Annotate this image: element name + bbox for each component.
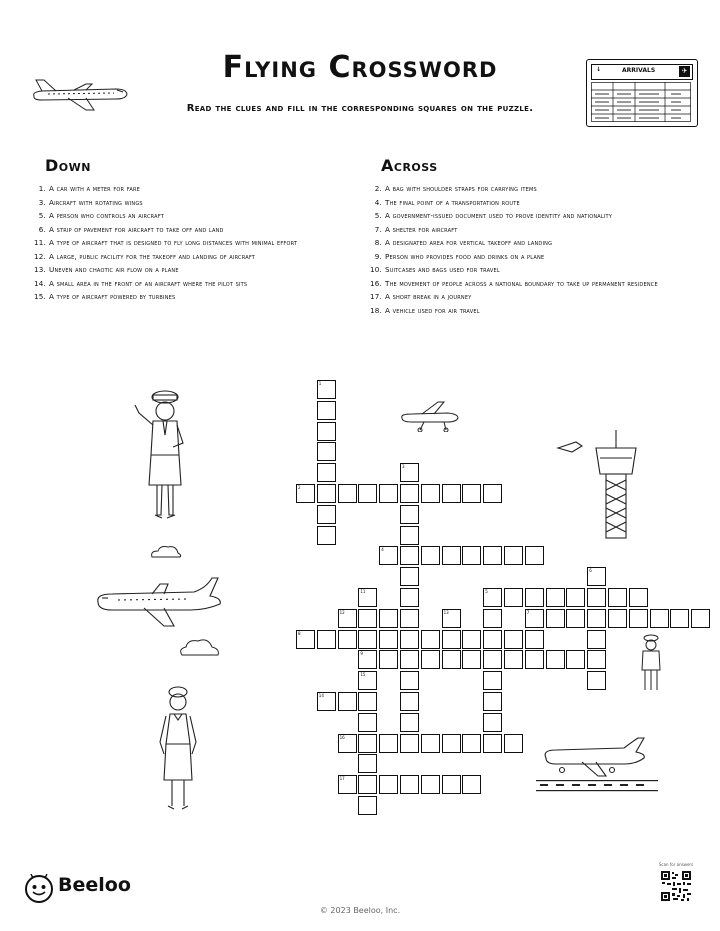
instructions: Read the clues and fill in the corresponding squares on the puzzle. (186, 103, 534, 114)
crossword-cell[interactable] (442, 734, 461, 753)
crossword-cell[interactable] (421, 734, 440, 753)
crossword-cell[interactable] (504, 734, 523, 753)
crossword-cell[interactable] (442, 609, 461, 628)
flight-attendant-illustration (150, 684, 206, 814)
cell-number: 12 (339, 609, 345, 615)
crossword-cell[interactable] (400, 671, 419, 690)
crossword-cell[interactable] (317, 422, 336, 441)
across-clue-list (369, 182, 689, 317)
beeloo-logo-icon (24, 874, 54, 904)
crossword-cell[interactable] (629, 609, 648, 628)
crossword-cell[interactable] (400, 526, 419, 545)
propeller-plane-illustration (398, 400, 464, 432)
crossword-cell[interactable] (442, 630, 461, 649)
crossword-cell[interactable] (483, 692, 502, 711)
crossword-cell[interactable] (358, 630, 377, 649)
crossword-cell[interactable] (525, 630, 544, 649)
across-clue: 16. The movement of people across a national boundary to take up permanent residence (369, 278, 658, 288)
crossword-cell[interactable] (442, 775, 461, 794)
crossword-cell[interactable] (442, 546, 461, 565)
down-clue: 11. A type of aircraft that is designed to fly long distances with minimal effort (33, 238, 298, 247)
crossword-cell[interactable] (400, 546, 419, 565)
arrivals-table-graphic (591, 82, 691, 122)
crossword-cell[interactable] (462, 775, 481, 794)
crossword-cell[interactable] (338, 692, 357, 711)
crossword-cell[interactable] (587, 567, 606, 586)
down-clue: 5. A person who controls an aircraft (38, 211, 164, 220)
crossword-cell[interactable] (317, 442, 336, 461)
cell-number: 13 (443, 609, 449, 615)
control-tower-illustration (552, 428, 644, 540)
plane-runway-illustration (532, 736, 662, 794)
crossword-cell[interactable] (317, 380, 336, 399)
crossword-cell[interactable] (483, 546, 502, 565)
cell-number: 1 (318, 381, 322, 386)
cell-number: 3 (402, 464, 405, 470)
across-heading: Across (381, 156, 438, 175)
crossword-cell[interactable] (358, 775, 377, 794)
crossword-cell[interactable] (379, 734, 398, 753)
qr-caption: Scan for answers (658, 862, 694, 867)
crossword-cell[interactable] (462, 734, 481, 753)
cell-number: 14 (318, 693, 324, 698)
cell-number: 5 (485, 589, 488, 594)
pilot-woman-illustration (125, 385, 205, 525)
crossword-cell[interactable] (400, 505, 419, 524)
cell-number: 2 (298, 485, 301, 490)
arrivals-board-illustration (586, 59, 698, 127)
across-clue: 18. A vehicle used for air travel (369, 305, 480, 315)
down-clue: 1. A car with a meter for fare (38, 184, 140, 193)
crossword-cell[interactable] (358, 692, 377, 711)
crossword-cell[interactable] (358, 796, 377, 815)
crossword-cell[interactable] (317, 692, 336, 711)
crossword-cell[interactable] (400, 650, 419, 669)
crossword-cell[interactable] (317, 526, 336, 545)
brand-name: Beeloo (58, 874, 131, 896)
crossword-cell[interactable] (546, 588, 565, 607)
crossword-cell[interactable] (566, 650, 585, 669)
crossword-cell[interactable] (400, 588, 419, 607)
down-clue: 3. Aircraft with rotating wings (38, 197, 143, 207)
crossword-cell[interactable] (317, 463, 336, 482)
crossword-cell[interactable] (400, 692, 419, 711)
crossword-cell[interactable] (421, 650, 440, 669)
crossword-cell[interactable] (504, 588, 523, 607)
crossword-cell[interactable] (317, 630, 336, 649)
crossword-cell[interactable] (629, 588, 648, 607)
airplane-side-illustration (94, 568, 226, 630)
crossword-cell[interactable] (400, 609, 419, 628)
down-clue: 13. Uneven and chaotic air flow on a plane (33, 265, 179, 274)
crossword-cell[interactable] (338, 609, 357, 628)
crossword-cell[interactable] (525, 546, 544, 565)
airplane-illustration (28, 74, 130, 114)
crossword-cell[interactable] (296, 630, 315, 649)
crossword-cell[interactable] (379, 546, 398, 565)
crossword-cell[interactable] (546, 650, 565, 669)
crossword-cell[interactable] (338, 630, 357, 649)
across-clue: 17. A short break in a journey (369, 292, 472, 301)
down-clue: 15. A type of aircraft powered by turbines (33, 292, 176, 301)
down-clue: 12. A large, public facility for the takeoff and landing of aircraft (33, 251, 256, 261)
cell-number: 15 (360, 672, 366, 678)
plane-landing-icon: ✈ (679, 66, 690, 77)
crossword-cell[interactable] (400, 630, 419, 649)
crossword-cell[interactable] (421, 775, 440, 794)
across-clue: 5. A government-issued document used to prove identity and nationality (374, 211, 613, 220)
crossword-cell[interactable] (483, 671, 502, 690)
crossword-cell[interactable] (566, 588, 585, 607)
crossword-cell[interactable] (462, 546, 481, 565)
cell-number: 9 (360, 651, 363, 657)
crossword-cell[interactable] (483, 484, 502, 503)
crossword-cell[interactable] (421, 630, 440, 649)
crossword-cell[interactable] (338, 734, 357, 753)
crossword-cell[interactable] (421, 484, 440, 503)
crossword-cell[interactable] (462, 650, 481, 669)
crossword-cell[interactable] (379, 650, 398, 669)
crossword-cell[interactable] (504, 546, 523, 565)
crossword-cell[interactable] (587, 630, 606, 649)
crossword-cell[interactable] (379, 609, 398, 628)
cloud-illustration (178, 637, 222, 659)
cell-number: 8 (298, 630, 301, 636)
crossword-cell[interactable] (670, 609, 689, 628)
crossword-cell[interactable] (400, 463, 419, 482)
cell-number: 17 (339, 776, 345, 782)
crossword-cell[interactable] (483, 588, 502, 607)
across-clue: 2. A bag with shoulder straps for carrying items (374, 184, 537, 193)
crossword-cell[interactable] (296, 484, 315, 503)
across-clue: 4. The final point of a transportation route (374, 197, 520, 207)
crossword-cell[interactable] (483, 650, 502, 669)
crossword-cell[interactable] (504, 630, 523, 649)
crossword-cell[interactable] (358, 484, 377, 503)
crossword-cell[interactable] (566, 609, 585, 628)
crossword-cell[interactable] (338, 775, 357, 794)
crossword-cell[interactable] (338, 484, 357, 503)
crossword-cell[interactable] (358, 713, 377, 732)
crossword-cell[interactable] (608, 609, 627, 628)
crossword-cell[interactable] (442, 484, 461, 503)
crossword-cell[interactable] (483, 609, 502, 628)
crossword-cell[interactable] (317, 505, 336, 524)
crossword-cell[interactable] (379, 775, 398, 794)
across-clue: 8. A designated area for vertical takeoff and landing (374, 238, 553, 247)
crossword-cell[interactable] (358, 609, 377, 628)
page-title: Flying Crossword (222, 50, 498, 85)
cloud-illustration (148, 543, 184, 561)
pilot-man-illustration (636, 632, 666, 694)
copyright-text: © 2023 Beeloo, Inc. (319, 906, 401, 915)
down-clue: 6. A strip of pavement for aircraft to take off and land (38, 224, 224, 234)
crossword-cell[interactable] (462, 630, 481, 649)
crossword-cell[interactable] (608, 588, 627, 607)
crossword-cell[interactable] (462, 484, 481, 503)
arrivals-label: ARRIVALS (622, 67, 656, 74)
crossword-cell[interactable] (400, 713, 419, 732)
crossword-cell[interactable] (358, 588, 377, 607)
crossword-cell[interactable] (587, 671, 606, 690)
crossword-cell[interactable] (525, 588, 544, 607)
crossword-cell[interactable] (358, 754, 377, 773)
crossword-cell[interactable] (400, 734, 419, 753)
crossword-cell[interactable] (587, 588, 606, 607)
across-clue: 9. Person who provides food and drinks on a plane (374, 251, 545, 261)
cell-number: 11 (360, 589, 366, 594)
crossword-cell[interactable] (525, 650, 544, 669)
crossword-cell[interactable] (317, 401, 336, 420)
crossword-cell[interactable] (587, 650, 606, 669)
crossword-cell[interactable] (650, 609, 669, 628)
qr-code-icon[interactable] (660, 870, 692, 902)
crossword-cell[interactable] (358, 671, 377, 690)
crossword-cell[interactable] (483, 713, 502, 732)
crossword-cell[interactable] (483, 734, 502, 753)
crossword-cell[interactable] (317, 484, 336, 503)
crossword-cell[interactable] (358, 650, 377, 669)
crossword-cell[interactable] (421, 546, 440, 565)
crossword-cell[interactable] (379, 484, 398, 503)
crossword-cell[interactable] (358, 734, 377, 753)
crossword-cell[interactable] (400, 567, 419, 586)
down-clue-list (33, 182, 333, 304)
crossword-cell[interactable] (504, 650, 523, 669)
crossword-cell[interactable] (379, 630, 398, 649)
arrow-down-icon: ↓ (596, 66, 602, 73)
across-clue: 7. A shelter for aircraft (374, 224, 458, 234)
crossword-cell[interactable] (546, 609, 565, 628)
cell-number: 4 (381, 547, 384, 553)
cell-number: 16 (339, 734, 345, 740)
cell-number: 6 (589, 568, 592, 574)
across-clue: 10. Suitcases and bags used for travel (369, 265, 500, 274)
crossword-cell[interactable] (400, 775, 419, 794)
down-clue: 14. A small area in the front of an aircraft where the pilot sits (33, 278, 248, 288)
crossword-cell[interactable] (442, 650, 461, 669)
crossword-cell[interactable] (525, 609, 544, 628)
crossword-cell[interactable] (400, 484, 419, 503)
crossword-cell[interactable] (691, 609, 710, 628)
crossword-cell[interactable] (587, 609, 606, 628)
cell-number: 7 (526, 609, 530, 615)
down-heading: Down (45, 156, 91, 175)
crossword-cell[interactable] (483, 630, 502, 649)
